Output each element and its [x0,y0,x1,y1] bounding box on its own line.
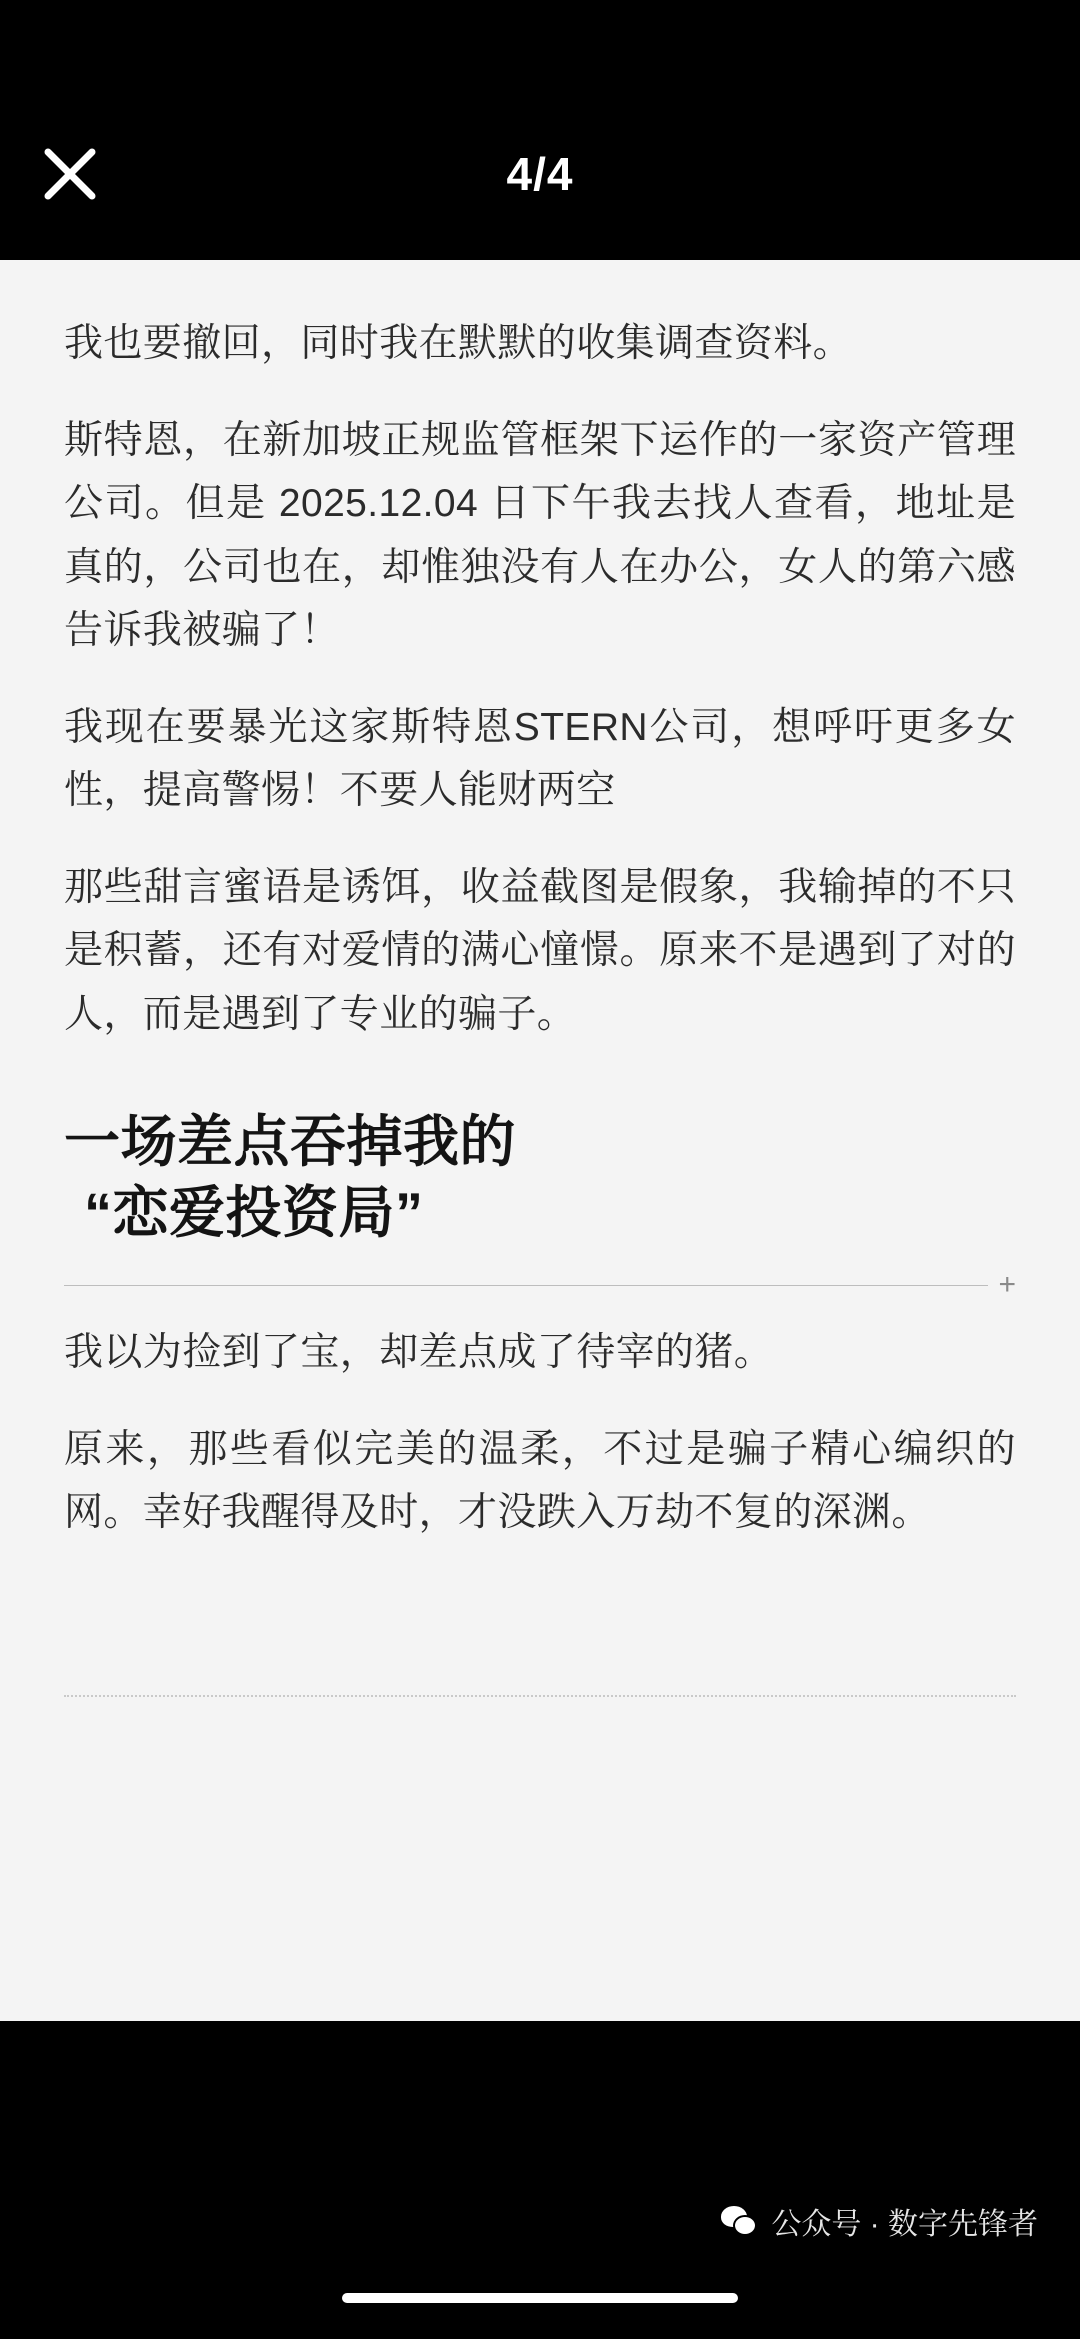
wechat-icon [721,2206,757,2236]
article-content [0,260,1080,2021]
bottom-dotted-rule [64,1695,1016,1697]
close-icon[interactable] [34,138,106,210]
section-title [64,1106,1016,1249]
paragraph: 我也要撤回，同时我在默默的收集调查资料。 [64,322,853,365]
paragraph: 斯特恩，在新加坡正规监管框架下运作的一家资产管理公司。但是 2025.12.04 日下午我去找人查看，地址是真的，公司也在，却惟独没有人在办公，女人的第六感告诉我被骗了！ [64,419,1016,652]
divider-line [64,1285,988,1286]
page-indicator: 4/4 [506,148,574,200]
section-divider [64,1268,1016,1302]
paragraph: 那些甜言蜜语是诱饵，收益截图是假象，我输掉的不只是积蓄，还有对爱情的满心憧憬。原来不是遇到了对的人，而是遇到了专业的骗子。 [64,866,1016,1036]
section-title-line2: “恋爱投资局” [84,1181,424,1245]
bottom-bar [0,2021,1080,2339]
reader-header [0,88,1080,260]
paragraph: 我现在要暴光这家斯特恩STERN公司，想呼吁更多女性，提高警惕！不要人能财两空 [64,705,1016,813]
home-indicator[interactable] [342,2293,738,2303]
paragraph: 我以为捡到了宝，却差点成了待宰的猪。 [64,1331,774,1375]
plus-icon: + [998,1268,1016,1302]
account-watermark [721,2199,1038,2243]
article-viewport[interactable] [0,260,1080,2021]
section-title-line1: 一场差点吞掉我的 [64,1109,516,1173]
status-bar [0,0,1080,88]
account-label: 公众号 · 数字先锋者 [771,2208,1038,2241]
paragraph: 原来，那些看似完美的温柔，不过是骗子精心编织的网。幸好我醒得及时，才没跌入万劫不复的深渊。 [64,1428,1016,1535]
